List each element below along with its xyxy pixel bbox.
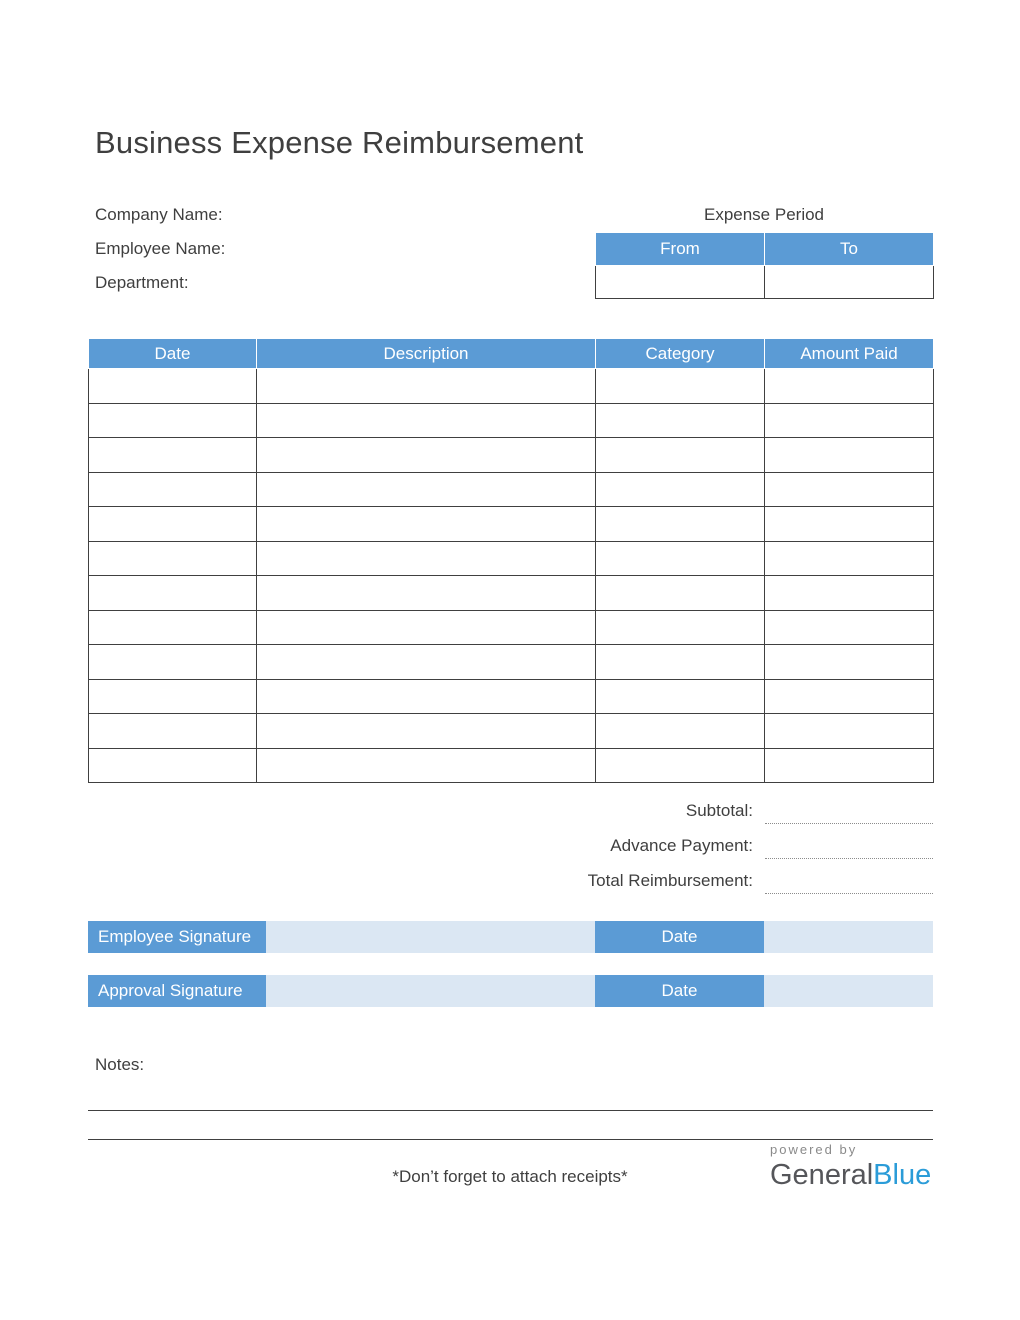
expense-cell-date[interactable] bbox=[89, 610, 257, 645]
notes-line-1[interactable] bbox=[88, 1110, 933, 1111]
expense-cell-amount-paid[interactable] bbox=[765, 610, 934, 645]
expense-cell-date[interactable] bbox=[89, 645, 257, 680]
employee-signature-label: Employee Signature bbox=[88, 921, 266, 953]
expense-cell-description[interactable] bbox=[257, 610, 596, 645]
total-reimbursement-row bbox=[88, 859, 933, 894]
expense-cell-description[interactable] bbox=[257, 714, 596, 749]
expense-row bbox=[89, 541, 934, 576]
expense-table-header-row bbox=[89, 339, 934, 369]
expense-row bbox=[89, 472, 934, 507]
expense-table-body bbox=[89, 369, 934, 783]
expense-row bbox=[89, 714, 934, 749]
expense-cell-category[interactable] bbox=[596, 403, 765, 438]
expense-cell-amount-paid[interactable] bbox=[765, 645, 934, 680]
expense-cell-amount-paid[interactable] bbox=[765, 438, 934, 473]
date-column-header: Date bbox=[89, 339, 257, 369]
from-date-field[interactable] bbox=[596, 266, 765, 299]
expense-cell-category[interactable] bbox=[596, 438, 765, 473]
subtotal-field[interactable] bbox=[765, 798, 933, 824]
description-column-header: Description bbox=[257, 339, 596, 369]
advance-payment-row bbox=[88, 824, 933, 859]
expense-cell-amount-paid[interactable] bbox=[765, 541, 934, 576]
employee-signature-date-field[interactable] bbox=[764, 921, 933, 953]
expense-period-value-row bbox=[596, 266, 934, 299]
subtotal-row bbox=[88, 789, 933, 824]
expense-cell-category[interactable] bbox=[596, 576, 765, 611]
expense-period-label: Expense Period bbox=[703, 205, 825, 224]
expense-cell-date[interactable] bbox=[89, 507, 257, 542]
expense-row bbox=[89, 748, 934, 783]
expense-cell-category[interactable] bbox=[596, 679, 765, 714]
employee-name-label: Employee Name: bbox=[95, 239, 226, 258]
receipts-reminder-note: *Don’t forget to attach receipts* bbox=[392, 1167, 628, 1186]
expense-cell-amount-paid[interactable] bbox=[765, 369, 934, 404]
expense-cell-category[interactable] bbox=[596, 369, 765, 404]
expense-table bbox=[88, 338, 934, 783]
brand-blue-text: Blue bbox=[873, 1159, 932, 1191]
generalblue-logo bbox=[770, 1159, 940, 1192]
expense-cell-category[interactable] bbox=[596, 541, 765, 576]
expense-cell-amount-paid[interactable] bbox=[765, 403, 934, 438]
expense-cell-description[interactable] bbox=[257, 369, 596, 404]
brand-block bbox=[770, 1142, 940, 1192]
expense-cell-category[interactable] bbox=[596, 472, 765, 507]
info-block bbox=[95, 198, 225, 300]
employee-signature-field[interactable] bbox=[266, 921, 595, 953]
subtotal-label: Subtotal: bbox=[685, 801, 753, 820]
expense-row bbox=[89, 438, 934, 473]
expense-cell-category[interactable] bbox=[596, 645, 765, 680]
expense-cell-date[interactable] bbox=[89, 541, 257, 576]
category-column-header: Category bbox=[596, 339, 765, 369]
expense-cell-amount-paid[interactable] bbox=[765, 714, 934, 749]
expense-cell-description[interactable] bbox=[257, 507, 596, 542]
total-reimbursement-label: Total Reimbursement: bbox=[587, 871, 753, 890]
brand-general-text: General bbox=[770, 1159, 874, 1191]
page-title: Business Expense Reimbursement bbox=[95, 125, 584, 160]
total-reimbursement-field[interactable] bbox=[765, 868, 933, 894]
expense-row bbox=[89, 645, 934, 680]
approval-signature-row bbox=[88, 975, 933, 1007]
expense-row bbox=[89, 507, 934, 542]
expense-cell-date[interactable] bbox=[89, 369, 257, 404]
expense-cell-description[interactable] bbox=[257, 679, 596, 714]
to-column-header: To bbox=[765, 233, 934, 266]
expense-cell-date[interactable] bbox=[89, 403, 257, 438]
expense-cell-description[interactable] bbox=[257, 748, 596, 783]
expense-period-header-row bbox=[596, 233, 934, 266]
expense-cell-date[interactable] bbox=[89, 748, 257, 783]
expense-cell-date[interactable] bbox=[89, 438, 257, 473]
expense-cell-amount-paid[interactable] bbox=[765, 748, 934, 783]
expense-cell-date[interactable] bbox=[89, 472, 257, 507]
expense-cell-description[interactable] bbox=[257, 576, 596, 611]
notes-label: Notes: bbox=[95, 1055, 145, 1074]
expense-cell-amount-paid[interactable] bbox=[765, 507, 934, 542]
expense-period-table bbox=[595, 232, 934, 299]
approval-signature-label: Approval Signature bbox=[88, 975, 266, 1007]
expense-cell-amount-paid[interactable] bbox=[765, 679, 934, 714]
expense-cell-description[interactable] bbox=[257, 541, 596, 576]
department-label: Department: bbox=[95, 273, 189, 292]
employee-signature-row bbox=[88, 921, 933, 953]
totals-section bbox=[88, 789, 933, 894]
expense-row bbox=[89, 576, 934, 611]
expense-row bbox=[89, 403, 934, 438]
expense-cell-category[interactable] bbox=[596, 610, 765, 645]
approval-signature-date-label: Date bbox=[595, 975, 764, 1007]
expense-cell-date[interactable] bbox=[89, 576, 257, 611]
expense-cell-category[interactable] bbox=[596, 748, 765, 783]
expense-cell-description[interactable] bbox=[257, 403, 596, 438]
notes-line-2[interactable] bbox=[88, 1139, 933, 1140]
expense-row bbox=[89, 610, 934, 645]
approval-signature-field[interactable] bbox=[266, 975, 595, 1007]
approval-signature-date-field[interactable] bbox=[764, 975, 933, 1007]
company-name-label: Company Name: bbox=[95, 205, 223, 224]
powered-by-text: powered by bbox=[770, 1142, 858, 1157]
expense-cell-date[interactable] bbox=[89, 679, 257, 714]
expense-cell-description[interactable] bbox=[257, 472, 596, 507]
from-column-header: From bbox=[596, 233, 765, 266]
expense-cell-category[interactable] bbox=[596, 714, 765, 749]
amount-paid-column-header: Amount Paid bbox=[765, 339, 934, 369]
to-date-field[interactable] bbox=[765, 266, 934, 299]
advance-payment-label: Advance Payment: bbox=[610, 836, 753, 855]
expense-cell-description[interactable] bbox=[257, 645, 596, 680]
expense-row bbox=[89, 369, 934, 404]
expense-row bbox=[89, 679, 934, 714]
expense-cell-description[interactable] bbox=[257, 438, 596, 473]
employee-signature-date-label: Date bbox=[595, 921, 764, 953]
expense-cell-date[interactable] bbox=[89, 714, 257, 749]
expense-cell-amount-paid[interactable] bbox=[765, 472, 934, 507]
expense-cell-category[interactable] bbox=[596, 507, 765, 542]
advance-payment-field[interactable] bbox=[765, 833, 933, 859]
expense-cell-amount-paid[interactable] bbox=[765, 576, 934, 611]
